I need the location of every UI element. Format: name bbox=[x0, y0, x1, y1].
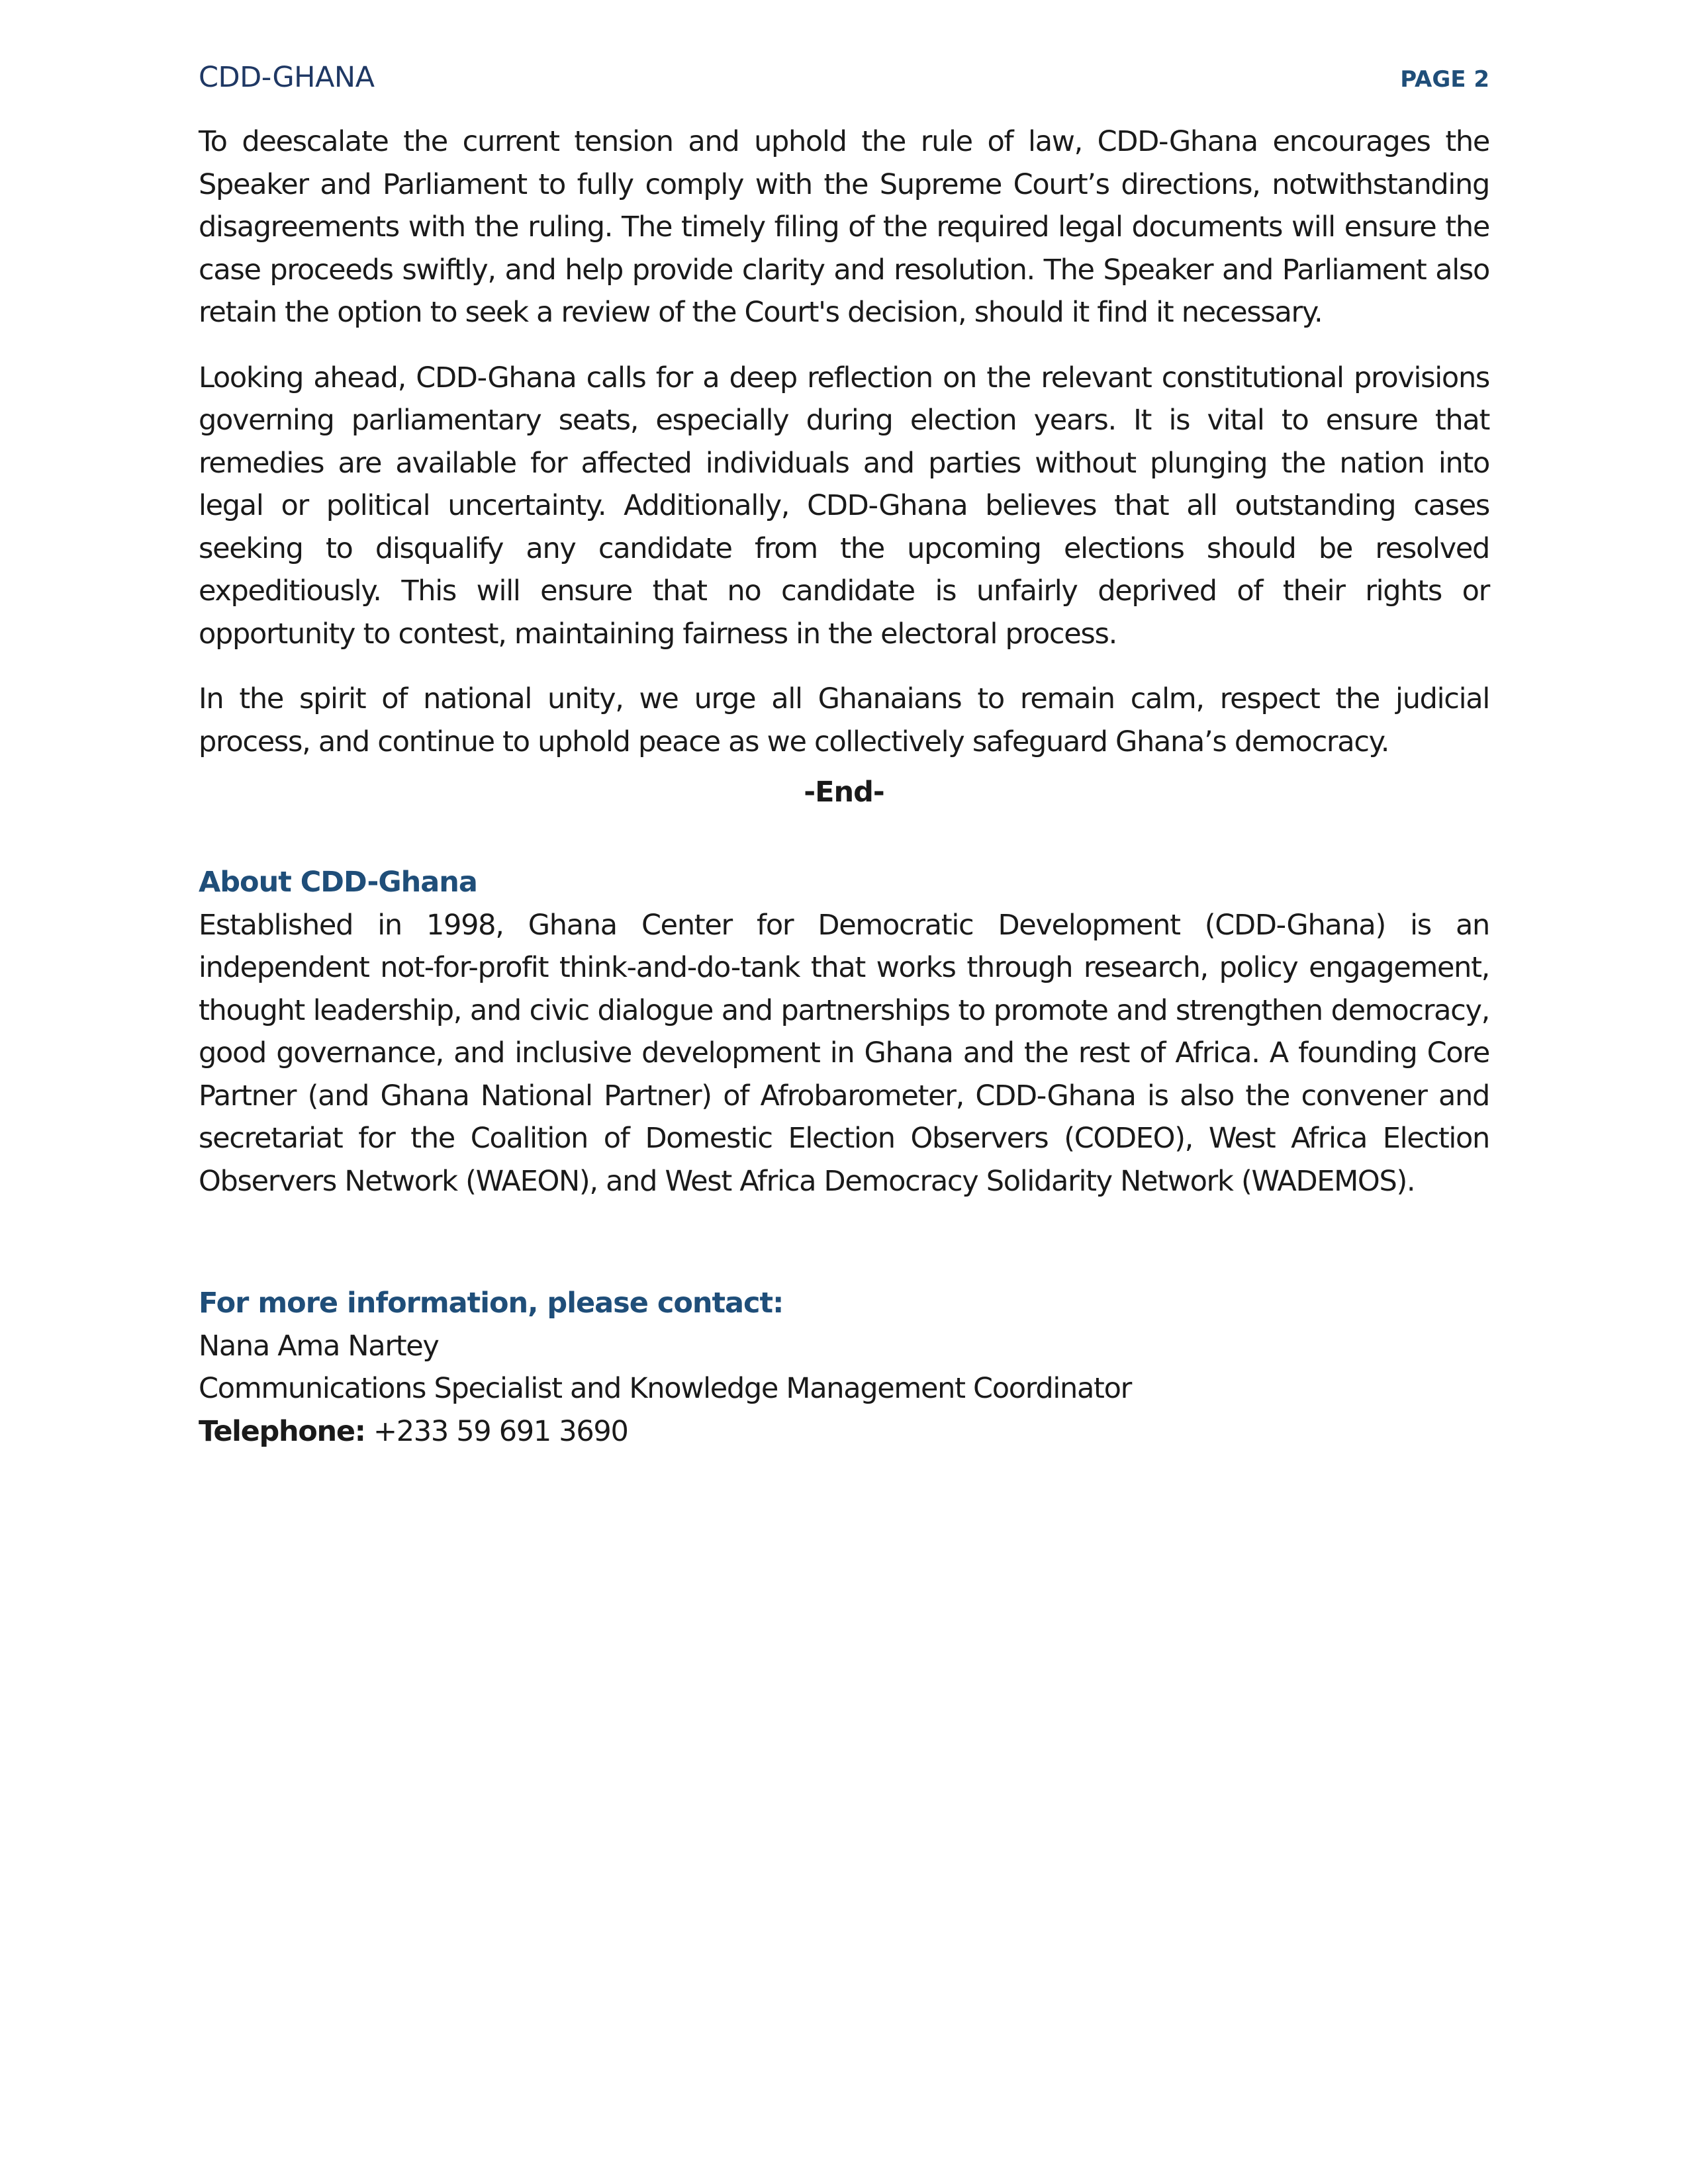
about-body: Established in 1998, Ghana Center for Democratic Development (CDD-Ghana) is an independent not-for-profit think-and-do-tank that works through research, policy engagement, thought leadership, and civic dialogue and partnerships to promote and strengthen democracy, good governance, and inclusive development in Ghana and the rest of Africa. A founding Core Partner (and Ghana National Partner) of Afrobarometer, CDD-Ghana is also the convener and secretariat for the Coalition of Domestic Election Observers (CODEO), West Africa Election Observers Network (WAEON), and West Africa Democracy Solidarity Network (WADEMOS). bbox=[199, 908, 1489, 1198]
contact-name: Nana Ama Nartey bbox=[199, 1329, 439, 1363]
paragraph-compliance: To deescalate the current tension and uphold the rule of law, CDD-Ghana encourages the Speaker and Parliament to fully comply with the Supreme Court’s directions, notwithstanding disagreements with the ruling. The timely filing of the required legal documents will ensure the case proceeds swiftly, and help provide clarity and resolution. The Speaker and Parliament also retain the option to seek a review of the Court's decision, should it find it necessary. bbox=[199, 125, 1489, 329]
paragraph-reflection: Looking ahead, CDD-Ghana calls for a deep reflection on the relevant constitutional provisions governing parliamentary seats, especially during election years. It is vital to ensure that remedies are available for affected individuals and parties without plunging the nation into legal or political uncertainty. Additionally, CDD-Ghana believes that all outstanding cases seeking to disqualify any candidate from the upcoming elections should be resolved expeditiously. This will ensure that no candidate is unfairly deprived of their rights or opportunity to contest, maintaining fairness in the electoral process. bbox=[199, 361, 1489, 651]
contact-role: Communications Specialist and Knowledge Management Coordinator bbox=[199, 1372, 1131, 1405]
document-body bbox=[199, 120, 1489, 1453]
page-header bbox=[199, 61, 1489, 101]
page-number: PAGE 2 bbox=[1400, 66, 1489, 93]
contact-phone-line bbox=[199, 1410, 1489, 1453]
phone-number: +233 59 691 3690 bbox=[373, 1414, 628, 1448]
paragraph-national-unity: In the spirit of national unity, we urge all Ghanaians to remain calm, respect the judicial process, and continue to uphold peace as we collectively safeguard Ghana’s democracy. bbox=[199, 682, 1489, 758]
header-org-name: CDD-GHANA bbox=[199, 61, 375, 94]
about-heading: About CDD-Ghana bbox=[199, 866, 477, 899]
end-marker: -End- bbox=[804, 776, 884, 809]
phone-label: Telephone: bbox=[199, 1414, 365, 1448]
contact-heading: For more information, please contact: bbox=[199, 1287, 784, 1320]
